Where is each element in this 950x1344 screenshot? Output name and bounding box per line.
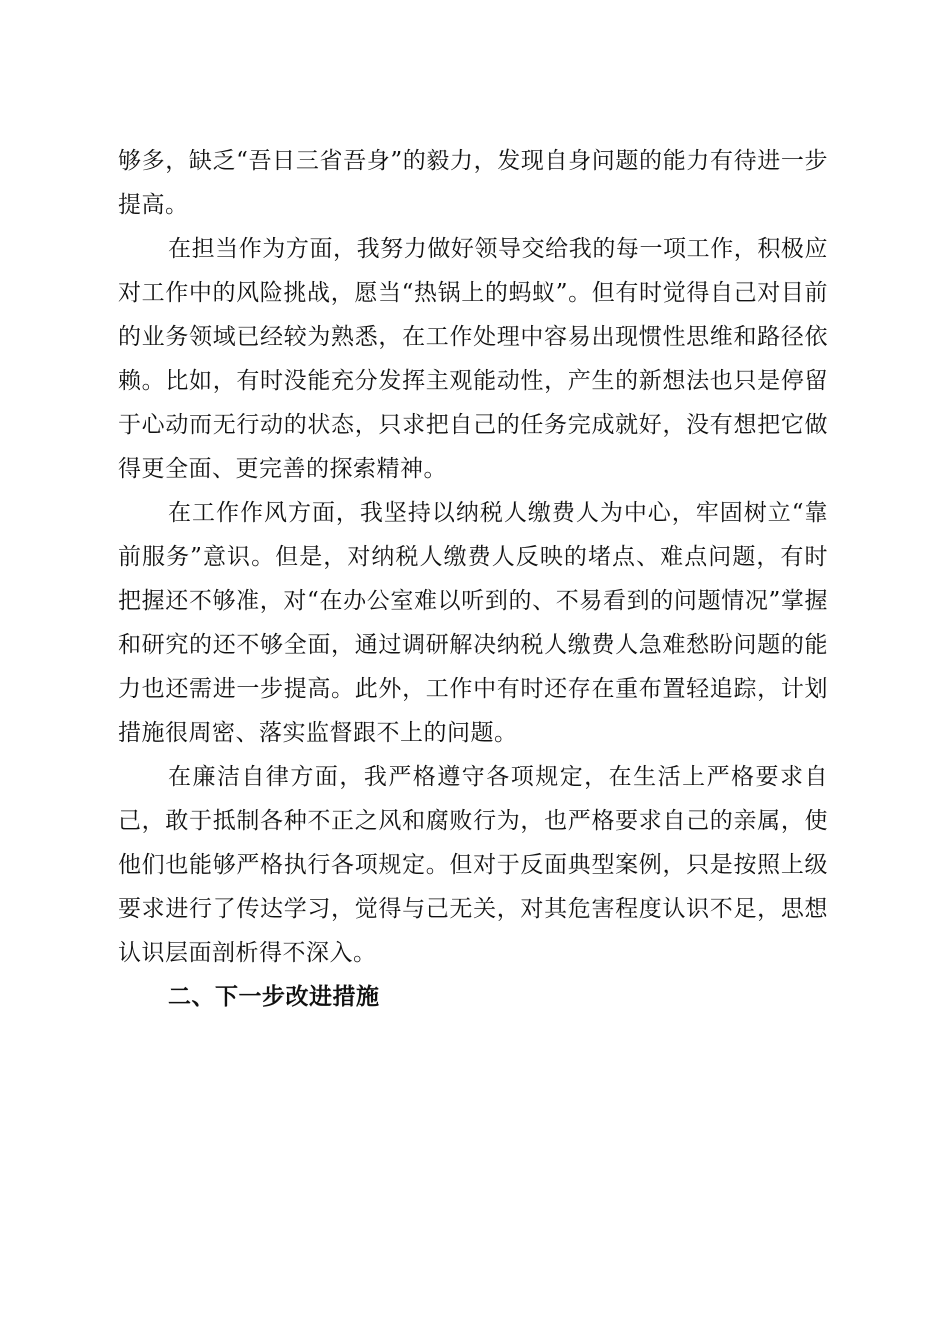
paragraph-work-style: 在工作作风方面，我坚持以纳税人缴费人为中心，牢固树立“靠前服务”意识。但是，对纳税人缴费人反映的堵点、难点问题，有时把握还不够准，对“在办公室难以听到的、不易看到的问题情况”掌握和研究的还不够全面，通过调研解决纳税人缴费人急难愁盼问题的能力也还需进一步提高。此外，工作中有时还存在重布置轻追踪，计划措施很周密、落实监督跟不上的问题。 (118, 500, 828, 746)
paragraph-continuation: 够多，缺乏“吾日三省吾身”的毅力，发现自身问题的能力有待进一步提高。 (118, 148, 828, 218)
paragraph-responsibility: 在担当作为方面，我努力做好领导交给我的每一项工作，积极应对工作中的风险挑战，愿当“热锅上的蚂蚁”。但有时觉得自己对目前的业务领域已经较为熟悉，在工作处理中容易出现惯性思维和路径依赖。比如，有时没能充分发挥主观能动性，产生的新想法也只是停留于心动而无行动的状态，只求把自己的任务完成就好，没有想把它做得更全面、更完善的探索精神。 (118, 236, 828, 482)
paragraph-integrity: 在廉洁自律方面，我严格遵守各项规定，在生活上严格要求自己，敢于抵制各种不正之风和腐败行为，也严格要求自己的亲属，使他们也能够严格执行各项规定。但对于反面典型案例，只是按照上级要求进行了传达学习，觉得与己无关，对其危害程度认识不足，思想认识层面剖析得不深入。 (118, 764, 828, 966)
section-heading: 二、下一步改进措施 (168, 983, 380, 1010)
document-body (118, 139, 828, 1019)
